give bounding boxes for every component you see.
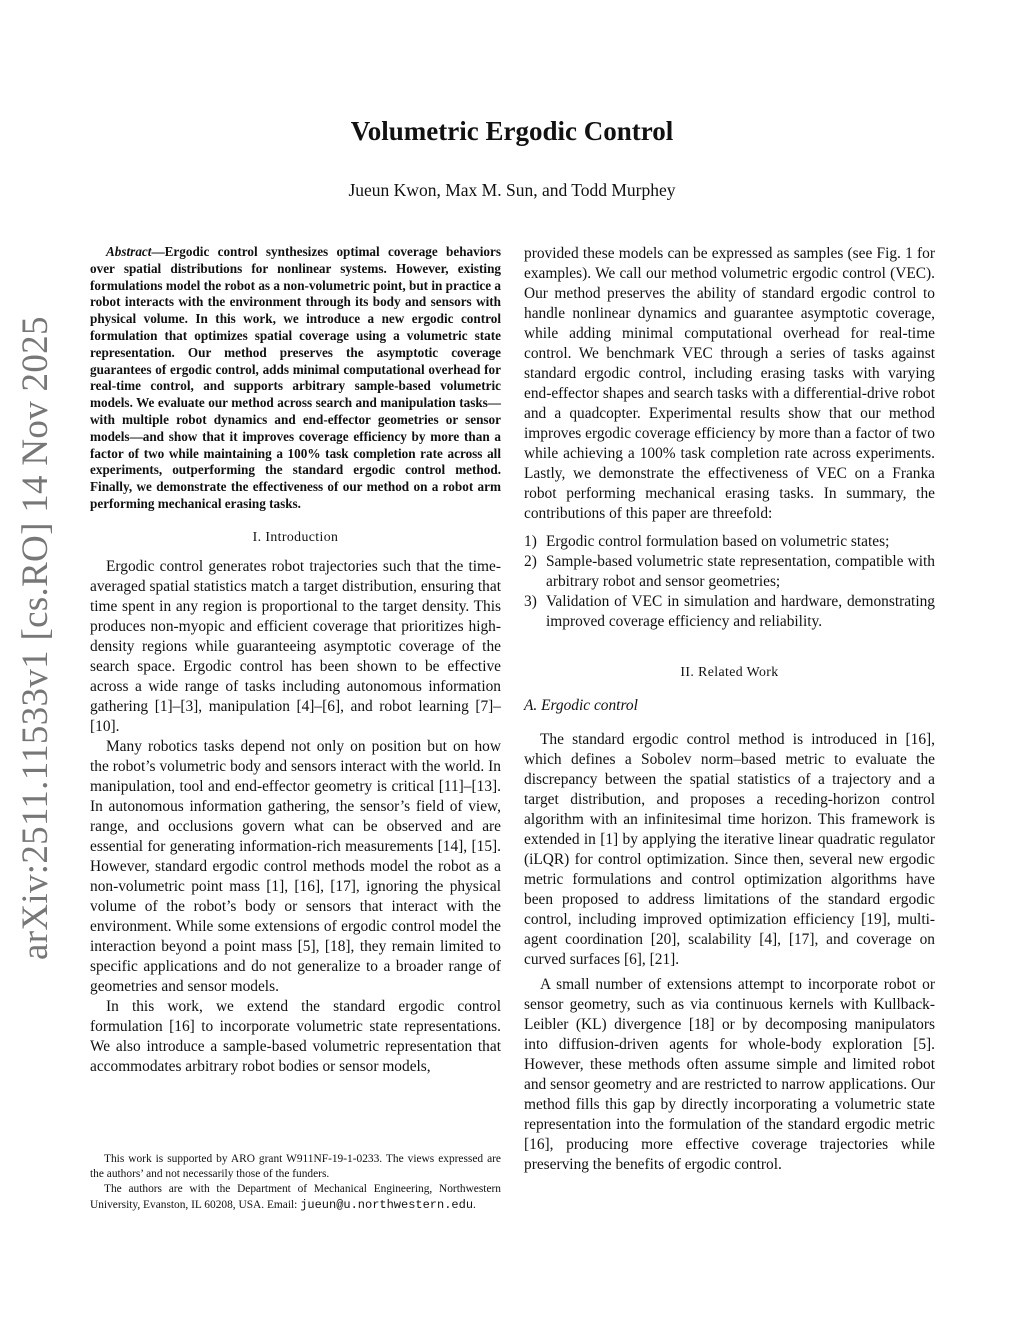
footnotes [90, 1152, 501, 1213]
intro-paragraph-2: Many robotics tasks depend not only on position but on how the robot’s volumetric body and sensors interact with the world. In manipulation, tool and end-effector geometry is critical [11]–[13]. In autonomous information gathering, the sensor’s field of view, range, and occlusions govern what can be observed and are essential for generating information-rich measurements [14], [15]. However, standard ergodic control methods model the robot as a non-volumetric point mass [1], [16], [17], ignoring the physical volume of the robot’s body or sensors that interact with the environment. While some extensions of ergodic control model the interaction beyond a point mass [5], [18], they remain limited to specific applications and do not generalize to a broader range of geometries and sensor models. [90, 737, 501, 995]
intro-paragraph-1: Ergodic control generates robot trajectories such that the time-averaged spatial statistics match a target distribution, ensuring that time spent in any region is proportional to the target density. This produces non-myopic and efficient coverage that prioritizes high-density regions while guaranteeing asymptotic coverage of the search space. Ergodic control has been shown to be effective across a wide range of tasks including autonomous information gathering [1]–[3], manipulation [4]–[6], and robot learning [7]–[10]. [90, 557, 501, 735]
author-list: Jueun Kwon, Max M. Sun, and Todd Murphey [348, 180, 676, 200]
abstract [90, 244, 501, 513]
related-paragraph-2: A small number of extensions attempt to incorporate robot or sensor geometry, such as via continuous kernels with Kullback-Leibler (KL) divergence [18] or by decomposing manipulators into diffusion-driven agents for whole-body exploration [5]. However, these methods often assume simple and limited robot and sensor geometry and are restricted to narrow applications. Our method fills this gap by directly incorporating a volumetric state representation into the formulation of the standard ergodic metric [16], producing more effective coverage trajectories while preserving the benefits of ergodic control. [524, 976, 935, 1173]
email-address[interactable]: jueun@u.northwestern.edu [300, 1197, 474, 1212]
abstract-text: Ergodic control synthesizes optimal coverage behaviors over spatial distributions for nonlinear systems. However, existing formulations model the robot as a non-volumetric point, but in practice a robot interacts with the environment through its body and sensors with physical volume. In this work, we introduce a new ergodic control formulation that optimizes spatial coverage using a volumetric state representation. Our method preserves the asymptotic coverage guarantees of ergodic control, adds minimal computational overhead for real-time control, and supports arbitrary sample-based volumetric models. We evaluate our method across search and manipulation tasks—with multiple robot dynamics and end-effector geometries or sensor models—and show that it improves coverage efficiency by more than a factor of two while maintaining a 100% task completion rate across all experiments, outperforming the standard ergodic control method. Finally, we demonstrate the effectiveness of our method on a robot arm performing mechanical erasing tasks. [90, 244, 501, 511]
right-column [524, 244, 935, 1175]
paper-title: Volumetric Ergodic Control [350, 116, 674, 146]
section-heading-related-work: II. Related Work [680, 664, 779, 679]
intro-paragraph-3: In this work, we extend the standard ergodic control formulation [16] to incorporate volumetric state representations. We also introduce a sample-based volumetric representation that accommodates arbitrary robot bodies or sensor models, [90, 997, 501, 1075]
related-paragraph-1: The standard ergodic control method is introduced in [16], which defines a Sobolev norm–based metric to evaluate the discrepancy between the spatial statistics of a trajectory and a target distribution, and proposes a receding-horizon control algorithm with an infinitesimal time horizon. This framework is extended in [1] by applying the iterative linear quadratic regulator (iLQR) for control optimization. Since then, several new ergodic metric formulations and control optimization algorithms have been proposed to address limitations of the standard ergodic control, including improved optimization efficiency [19], multi-agent coordination [20], scalability [4], [17], and coverage on curved surfaces [6], [21]. [524, 731, 935, 968]
footnote-affiliation: The authors are with the Department of Mechanical Engineering, Northwestern University, Evanston, IL 60208, USA. Email: jueun@u.northwestern.edu. [90, 1183, 501, 1212]
footnote-funding: This work is supported by ARO grant W911NF-19-1-0233. The views expressed are the authors’ and not necessarily those of the funders. [90, 1153, 501, 1181]
contribution-list [524, 532, 935, 632]
left-column [90, 244, 501, 1077]
list-item: 2) Sample-based volumetric state representation, compatible with arbitrary robot and sensor geometries; [524, 553, 935, 590]
subsection-heading-ergodic-control: A. Ergodic control [524, 697, 638, 714]
list-item: 1) Ergodic control formulation based on volumetric states; [524, 533, 890, 550]
list-item: 3) Validation of VEC in simulation and hardware, demonstrating improved coverage efficiency and reliability. [524, 593, 935, 630]
abstract-dash: — [151, 244, 165, 259]
section-heading-introduction: I. Introduction [252, 528, 339, 544]
arxiv-identifier: arXiv:2511.11533v1 [cs.RO] 14 Nov 2025 [15, 316, 56, 960]
abstract-label: Abstract [106, 244, 152, 259]
intro-paragraph-4: provided these models can be expressed as samples (see Fig. 1 for examples). We call our method volumetric ergodic control (VEC). Our method preserves the ability of standard ergodic control to handle nonlinear dynamics and guarantee asymptotic coverage, while adding minimal computational overhead for real-time control. We benchmark VEC through a series of tasks against standard ergodic control, including erasing tasks with varying end-effector shapes and search tasks with a differential-drive robot and a quadcopter. Experimental results show that our method improves ergodic coverage efficiency by more than a factor of two while achieving a 100% task completion rate across experiments. Lastly, we demonstrate the effectiveness of VEC on a Franka robot performing mechanical erasing tasks. In summary, the contributions of this paper are threefold: [524, 245, 935, 522]
